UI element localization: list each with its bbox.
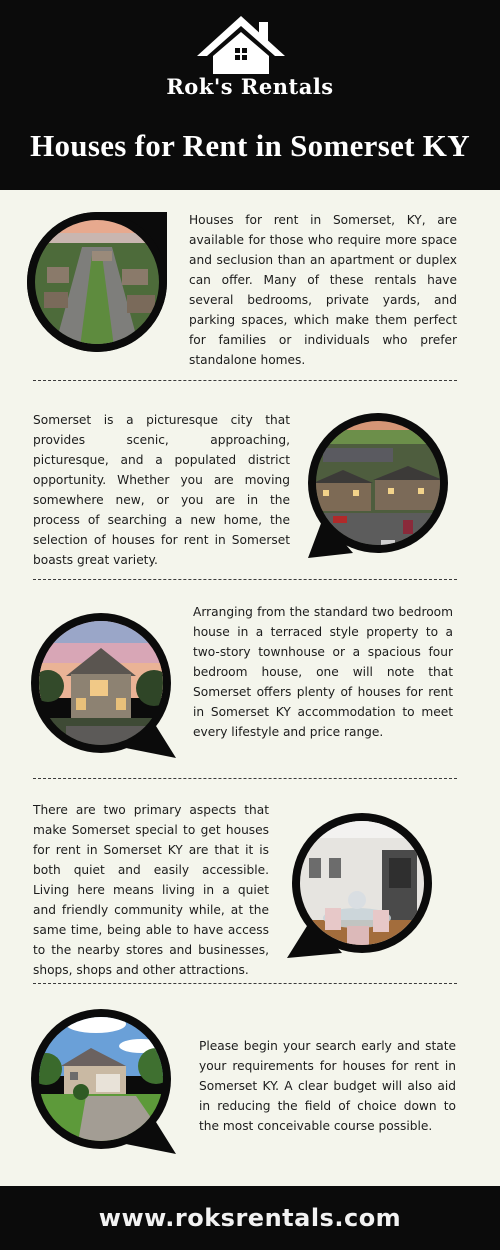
section-divider bbox=[33, 983, 457, 984]
page-title: Houses for Rent in Somerset KY bbox=[30, 128, 470, 163]
aerial-neighborhood-photo bbox=[22, 207, 172, 357]
section-4-text: There are two primary aspects that make Somerset special to get houses for rent in Somerset KY are that it is both quiet and easily accessible. Living here means living in a quiet and friendly community while, at the same time, being able to have access to the nearby stores and businesses, shops, shops and other attractions. bbox=[33, 803, 269, 977]
website-link[interactable]: www.roksrentals.com bbox=[98, 1204, 402, 1232]
section-divider bbox=[33, 579, 457, 580]
section-3-text: Arranging from the standard two bedroom house in a terraced style property to a two-story townhouse or a spacious four bedroom house, one will note that Somerset offers plenty of houses for rent in Somerset KY accommodation to meet every lifestyle and price range. bbox=[193, 605, 453, 739]
section-divider bbox=[33, 778, 457, 779]
section-2-text: Somerset is a picturesque city that provides scenic, approaching, picturesque, and a populated district opportunity. Whether you are moving somewhere new, or you are in the process of searching a new home, the selection of houses for rent in Somerset boasts great variety. bbox=[33, 413, 290, 567]
two-story-house-photo bbox=[26, 608, 176, 758]
suburban-house-photo bbox=[26, 1004, 176, 1154]
section-5-text: Please begin your search early and state your requirements for houses for rent in Somerset KY. A clear budget will also aid in reducing the field of choice down to the most conceivable course possible. bbox=[199, 1039, 456, 1133]
footer-banner bbox=[0, 1186, 500, 1250]
dining-room-interior-photo bbox=[287, 808, 437, 958]
header-banner bbox=[0, 0, 500, 190]
section-divider bbox=[33, 380, 457, 381]
townhouse-complex-dusk-photo bbox=[303, 408, 453, 558]
section-1-text: Houses for rent in Somerset, KY, are available for those who require more space and seclusion than an apartment or duplex can offer. Many of these rentals have several bedrooms, private yards, and parking spaces, which make them perfect for families or individuals who prefer standalone homes. bbox=[189, 213, 457, 367]
brand-name: Rok's Rentals bbox=[166, 74, 334, 99]
house-icon bbox=[193, 14, 289, 78]
